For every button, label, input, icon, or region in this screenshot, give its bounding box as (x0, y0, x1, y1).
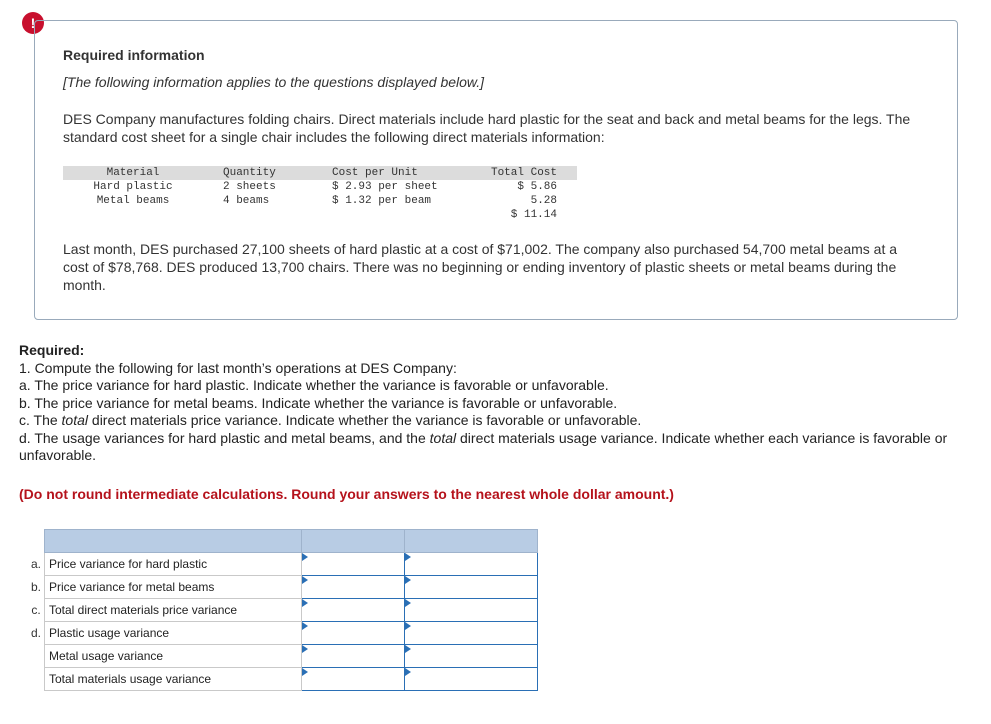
input-marker-icon (302, 553, 308, 561)
row-letter: c. (28, 599, 45, 622)
cell-total-cost: $ 5.86 (517, 181, 557, 193)
input-marker-icon (302, 599, 308, 607)
cell-cost-per-unit: $ 1.32 per beam (332, 195, 432, 207)
favorable-unfavorable-select[interactable] (405, 599, 538, 622)
variance-amount-input[interactable] (302, 668, 405, 691)
input-marker-icon (302, 645, 308, 653)
header-material: Material (63, 166, 203, 180)
row-label: Price variance for hard plastic (45, 553, 302, 576)
required-item-c: c. The total direct materials price variance. Indicate whether the variance is favorable or unfavorable. (19, 412, 642, 428)
row-label: Metal usage variance (45, 645, 302, 668)
variance-amount-input[interactable] (302, 599, 405, 622)
required-item-a: a. The price variance for hard plastic. Indicate whether the variance is favorable or unfavorable. (19, 377, 609, 393)
info-note: [The following information applies to the questions displayed below.] (63, 74, 485, 90)
cell-material: Hard plastic (93, 181, 173, 193)
row-label: Total direct materials price variance (45, 599, 302, 622)
variance-amount-input[interactable] (302, 553, 405, 576)
cell-quantity: 4 beams (223, 195, 270, 207)
favorable-unfavorable-select[interactable] (405, 553, 538, 576)
info-closing: Last month, DES purchased 27,100 sheets of hard plastic at a cost of $71,002. The company also purchased 54,700 metal beams at a cost of $78,768. DES produced 13,700 chairs. There was no beginning or ending inventory of plastic sheets or metal beams during the month. (63, 241, 898, 293)
answer-row-total-usage (28, 668, 538, 691)
favorable-unfavorable-select[interactable] (405, 645, 538, 668)
cell-total-cost: 5.28 (530, 195, 557, 207)
input-marker-icon (302, 576, 308, 584)
cell-cost-per-unit: $ 2.93 per sheet (332, 181, 438, 193)
row-letter (28, 668, 45, 691)
required-block (19, 342, 969, 465)
cell-quantity: 2 sheets (223, 181, 276, 193)
cell-grand-total: $ 11.14 (510, 209, 557, 221)
variance-amount-input[interactable] (302, 576, 405, 599)
required-item-d: d. The usage variances for hard plastic and metal beams, and the total direct materials usage variance. Indicate whether each variance is favorable or unfavorable. (19, 429, 948, 463)
standard-cost-table (63, 166, 577, 222)
answer-table-header (28, 530, 538, 553)
required-title: Required: (19, 342, 85, 358)
answer-row-d (28, 622, 538, 645)
input-marker-icon (405, 599, 411, 607)
row-letter: a. (28, 553, 45, 576)
info-title: Required information (63, 47, 205, 63)
answer-row-metal-usage (28, 645, 538, 668)
variance-amount-input[interactable] (302, 645, 405, 668)
rounding-instruction: (Do not round intermediate calculations. Round your answers to the nearest whole dollar amount.) (19, 486, 674, 502)
answer-row-c (28, 599, 538, 622)
input-marker-icon (405, 553, 411, 561)
info-intro: DES Company manufactures folding chairs. Direct materials include hard plastic for the seat and back and metal beams for the legs. The standard cost sheet for a single chair includes the following direct materials information: (63, 111, 911, 145)
input-marker-icon (302, 622, 308, 630)
cost-table-header (63, 166, 577, 180)
input-marker-icon (405, 576, 411, 584)
cost-row-hard-plastic (63, 180, 577, 194)
cost-row-total (63, 208, 577, 222)
answer-row-b (28, 576, 538, 599)
row-label: Plastic usage variance (45, 622, 302, 645)
row-letter: d. (28, 622, 45, 645)
row-letter (28, 645, 45, 668)
answer-table (28, 529, 538, 691)
required-information-box (34, 20, 958, 320)
favorable-unfavorable-select[interactable] (405, 576, 538, 599)
required-line-1: 1. Compute the following for last month’s operations at DES Company: (19, 359, 457, 376)
input-marker-icon (405, 622, 411, 630)
row-label: Total materials usage variance (45, 668, 302, 691)
header-total-cost: Total Cost (467, 166, 577, 180)
required-item-b: b. The price variance for metal beams. Indicate whether the variance is favorable or unfavorable. (19, 394, 618, 411)
favorable-unfavorable-select[interactable] (405, 622, 538, 645)
input-marker-icon (302, 668, 308, 676)
input-marker-icon (405, 668, 411, 676)
favorable-unfavorable-select[interactable] (405, 668, 538, 691)
header-cost-per-unit: Cost per Unit (318, 166, 467, 180)
cell-material: Metal beams (96, 195, 170, 207)
cost-row-metal-beams (63, 194, 577, 208)
variance-amount-input[interactable] (302, 622, 405, 645)
header-quantity: Quantity (203, 166, 318, 180)
alert-icon: ! (22, 12, 44, 34)
row-label: Price variance for metal beams (45, 576, 302, 599)
input-marker-icon (405, 645, 411, 653)
row-letter: b. (28, 576, 45, 599)
answer-row-a (28, 553, 538, 576)
